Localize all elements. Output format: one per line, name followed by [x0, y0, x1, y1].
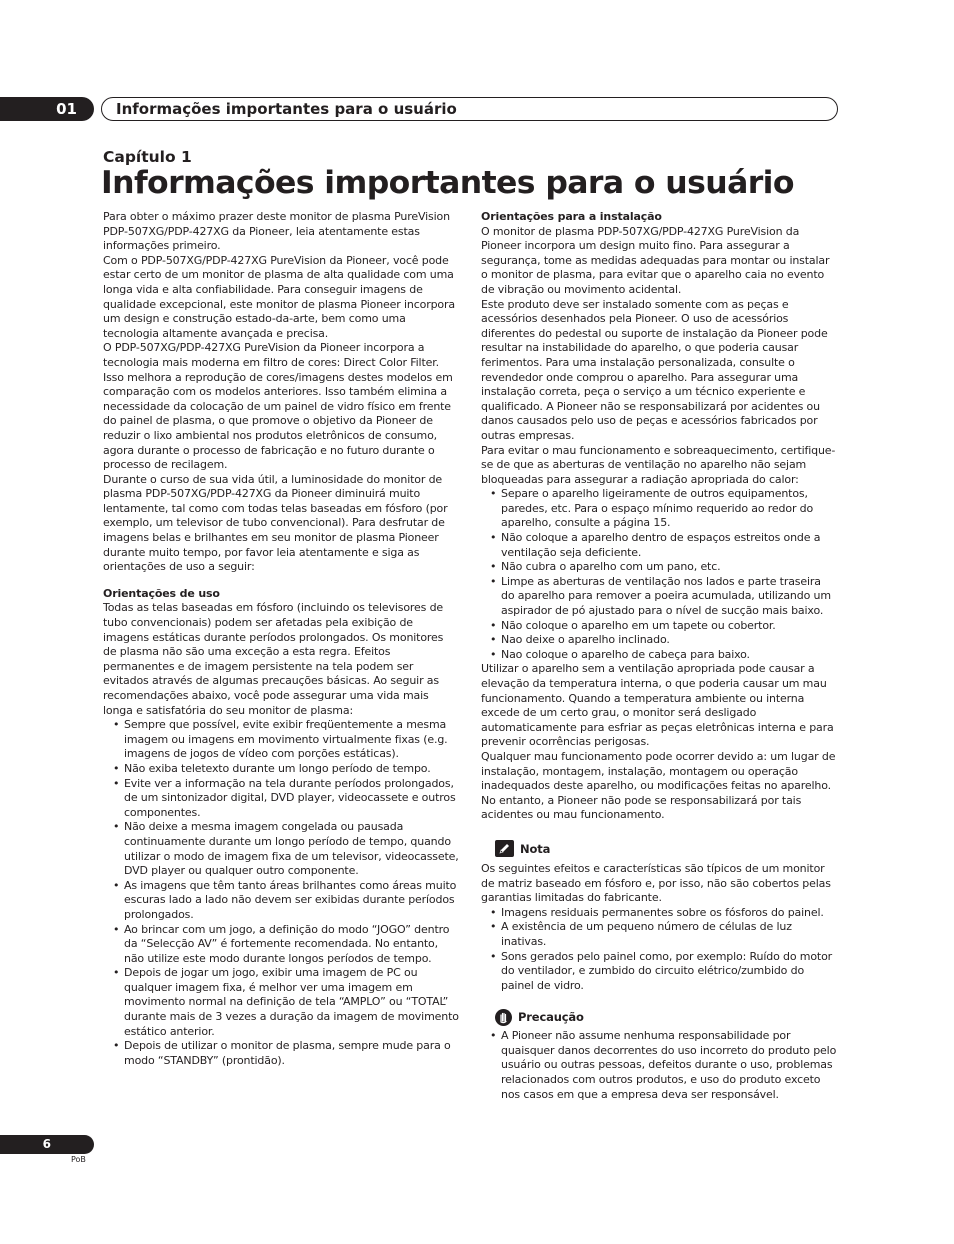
list-item: • Ao brincar com um jogo, a definição do modo “JOGO” dentro da “Selecção AV” é fortemente recomendada. No entanto, não utilize este modo durante longos períodos de tempo.: [124, 923, 459, 967]
install-heading: Orientações para a instalação: [481, 210, 662, 223]
list-item: • Evite ver a informação na tela durante períodos prolongados, de um sintonizador digital, DVD player, videocassete e outros componentes.: [124, 777, 459, 821]
chapter-number-tab: 01: [0, 97, 94, 121]
list-item: • Sempre que possível, evite exibir freqüentemente a mesma imagem ou imagens em movimento virtualmente fixas (e.g. imagens de jogos de vídeo com porções estáticas).: [124, 718, 459, 762]
usage-paragraph: Todas as telas baseadas em fósforo (incluindo os televisores de tubo convencionais) podem ser afetadas pela exibição de imagens estáticas durante períodos prolongados. Os monitores de plasma não são uma exceção a esta regra. Efeitos permanentes e de imagem persistente na tela podem ser evitados através de algumas precauções básicas. Ao seguir as recomendações abaixo, você pode assegurar uma vida mais longa e satisfatória do seu monitor de plasma:: [103, 601, 444, 717]
usage-bullet-list: [103, 718, 459, 1068]
list-item: • Depois de utilizar o monitor de plasma, sempre mude para o modo “STANDBY” (prontidão).: [124, 1039, 459, 1068]
list-item: • Sons gerados pelo painel como, por exemplo: Ruído do motor do ventilador, e zumbido do circuito elétrico/zumbido do painel de vidro.: [501, 950, 837, 994]
caution-label: Precaução: [518, 1009, 584, 1024]
left-column: [103, 210, 459, 1068]
list-item: • Não deixe a mesma imagem congelada ou pausada continuamente durante um longo período de tempo, quando utilizar o modo de imagem fixa de um televisor, videocassete, DVD player ou qualquer outro componente.: [124, 820, 459, 878]
chapter-label: Capítulo 1: [103, 148, 192, 166]
list-item: • A Pioneer não assume nenhuma responsabilidade por quaisquer danos decorrentes do uso incorreto do produto pelo usuário ou outras pessoas, defeitos durante o uso, problemas relacionados com outros produtos, e uso do produto exceto nos casos em que a empresa deva ser responsável.: [501, 1029, 837, 1102]
note-bullet-list: [481, 906, 837, 994]
language-code: PoB: [71, 1155, 86, 1164]
install-paragraph: Este produto deve ser instalado somente com as peças e acessórios desenhados pela Pioneer. O uso de acessórios diferentes do pedestal ou suporte de instalação da Pioneer pode resultar na instabilidade do aparelho, o que poderia causar ferimentos. Para uma instalação personalizada, consulte o revendedor onde comprou o aparelho. Para assegurar uma instalação correta, peça o serviço a um técnico experiente e qualificado. A Pioneer não se responsabilizará por acidentes ou danos causados pelo uso de peças e acessórios fabricados por outras empresas.: [481, 297, 828, 442]
hand-stop-icon: [495, 1009, 512, 1026]
note-box: [481, 839, 837, 993]
list-item: • Não coloque o aparelho em um tapete ou cobertor.: [501, 619, 837, 634]
list-item: • A existência de um pequeno número de células de luz inativas.: [501, 920, 837, 949]
list-item: • Imagens residuais permanentes sobre os fósforos do painel.: [501, 906, 837, 921]
pencil-icon: [495, 840, 514, 857]
page-title: Informações importantes para o usuário: [101, 165, 794, 201]
list-item: • Nao deixe o aparelho inclinado.: [501, 633, 837, 648]
intro-paragraph: Com o PDP-507XG/PDP-427XG PureVision da Pioneer, você pode estar certo de um monitor de plasma de alta qualidade com uma longa vida e alta confiabilidade. Para conseguir imagens de qualidade excepcional, este monitor de plasma Pioneer incorpora um design e construção estado-da-arte, bem como uma tecnologia altamente avançada e precisa.: [103, 253, 455, 340]
list-item: • Limpe as aberturas de ventilação nos lados e parte traseira do aparelho para remover a poeira acumulada, utilizando um aspirador de pó ajustado para o nível de sucção mais baixo.: [501, 575, 837, 619]
page-number: 6: [0, 1135, 94, 1154]
usage-heading: Orientações de uso: [103, 586, 220, 600]
list-item: • Depois de jogar um jogo, exibir uma imagem de PC ou qualquer imagem fixa, é melhor ver uma imagem em movimento normal na definição de tela “AMPLO” ou “TOTAL” durante mais de 3 vezes a duração da imagem de movimento estático anterior.: [124, 966, 459, 1039]
list-item: • Separe o aparelho ligeiramente de outros equipamentos, paredes, etc. Para o espaço mínimo requerido ao redor do aparelho, consulte a página 15.: [501, 487, 837, 531]
intro-paragraph: Durante o curso de sua vida útil, a luminosidade do monitor de plasma PDP-507XG/PDP-427XG da Pioneer diminuirá muito lentamente, tal como com todas telas baseadas em fósforo (por exemplo, um televisor de tubo convencional). Para desfrutar de imagens belas e brilhantes em seu monitor de plasma Pioneer durante muito tempo, por favor leia atentamente e siga as orientações de uso a seguir:: [103, 472, 448, 574]
intro-paragraph: O PDP-507XG/PDP-427XG PureVision da Pioneer incorpora a tecnologia mais moderna em filtro de cores: Direct Color Filter. Isso melhora a reprodução de cores/imagens destes modelos em comparação com os modelos anteriores. Isso também elimina a necessidade da colocação de um painel de vidro físico em frente do painel de plasma, o que promove o objetivo da Pioneer de reduzir o lixo ambiental nos produtos eletrônicos de consumo, agora durante o processo de fabricação e no futuro durante o processo de recilagem.: [103, 341, 453, 472]
caution-header: [495, 1007, 837, 1027]
list-item: • Não cubra o aparelho com um pano, etc.: [501, 560, 837, 575]
malfunction-paragraph: Qualquer mau funcionamento pode ocorrer devido a: um lugar de instalação, montagem, instalação, montagem ou operação inadequados deste aparelho, ou modificações feitas no aparelho. No entanto, a Pioneer não pode se responsabilizará por tais acidentes ou mau funcionamento.: [481, 749, 836, 822]
ventilation-paragraph: Utilizar o aparelho sem a ventilação apropriada pode causar a elevação da temperatura interna, o que poderia causar um mau funcionamento. Quando a temperatura ambiente ou interna excede de um certo grau, o monitor será desligado automaticamente para esfriar as peças eletrônicas interna e para prevenir ocorrências perigosas.: [481, 662, 834, 749]
right-column: [481, 210, 837, 1102]
caution-bullet-list: [481, 1029, 837, 1102]
install-paragraph: Para evitar o mau funcionamento e sobreaquecimento, certifique-se de que as aberturas de ventilação no aparelho não sejam bloqueadas para assegurar a radiação apropriada do calor:: [481, 443, 836, 486]
section-title-tab: Informações importantes para o usuário: [101, 97, 838, 121]
list-item: • Não coloque a aparelho dentro de espaços estreitos onde a ventilação seja deficiente.: [501, 531, 837, 560]
note-header: [495, 839, 837, 859]
install-bullet-list: [481, 487, 837, 662]
install-paragraph: O monitor de plasma PDP-507XG/PDP-427XG PureVision da Pioneer incorpora um design muito fino. Para assegurar a segurança, tome as medidas adequadas para montar ou instalar o monitor de plasma, para evitar que o aparelho caia no evento de vibração ou movimento acidental.: [481, 224, 830, 296]
note-label: Nota: [520, 841, 551, 856]
note-intro: Os seguintes efeitos e características são típicos de um monitor de matriz baseado em fósforo e, por isso, não são cobertos pelas garantias limitadas do fabricante.: [481, 861, 831, 905]
list-item: • Nao coloque o aparelho de cabeça para baixo.: [501, 648, 837, 663]
intro-paragraph: Para obter o máximo prazer deste monitor de plasma PureVision PDP-507XG/PDP-427XG da Pioneer, leia atentamente estas informações primeiro.: [103, 210, 450, 253]
list-item: • As imagens que têm tanto áreas brilhantes como áreas muito escuras lado a lado não devem ser exibidas durante períodos prolongados.: [124, 879, 459, 923]
list-item: • Não exiba teletexto durante um longo período de tempo.: [124, 762, 459, 777]
